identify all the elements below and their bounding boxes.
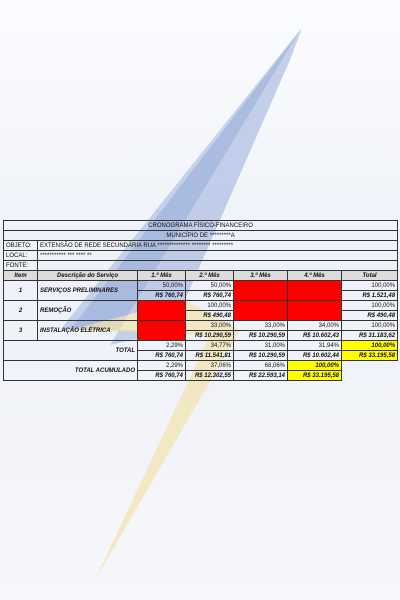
cell-pct: 68,06% bbox=[234, 361, 288, 371]
cell-pct: 50,00% bbox=[186, 281, 234, 291]
cell-value: R$ 11.541,81 bbox=[186, 351, 234, 361]
empty-cell bbox=[342, 361, 398, 381]
row-item-number: 3 bbox=[4, 321, 38, 341]
object-label: OBJETO: bbox=[4, 241, 38, 251]
cell-pct: 34,00% bbox=[288, 321, 342, 331]
table-row bbox=[4, 301, 398, 311]
cell-highlight bbox=[138, 321, 186, 341]
cell-value: R$ 760,74 bbox=[138, 351, 186, 361]
header-month-4: 4.º Mês bbox=[288, 271, 342, 281]
row-description: INSTALAÇÃO ELÉTRICA bbox=[38, 321, 138, 341]
header-item: Item bbox=[4, 271, 38, 281]
cell-pct: 31,94% bbox=[288, 341, 342, 351]
total-row bbox=[4, 341, 398, 351]
header-description: Descrição do Serviço bbox=[38, 271, 138, 281]
header-month-2: 2.º Mês bbox=[186, 271, 234, 281]
cronograma-table bbox=[3, 220, 398, 381]
cell-value: R$ 760,74 bbox=[186, 291, 234, 301]
cell-highlight bbox=[288, 281, 342, 301]
row-item-number: 2 bbox=[4, 301, 38, 321]
table-row bbox=[4, 281, 398, 291]
cumulative-label: TOTAL ACUMULADO bbox=[4, 361, 138, 381]
cell-value: R$ 10.602,43 bbox=[288, 331, 342, 341]
cell-pct: 100,00% bbox=[342, 281, 398, 291]
cell-value: R$ 490,48 bbox=[342, 311, 398, 321]
cell-value: R$ 31.183,62 bbox=[342, 331, 398, 341]
cell-value: R$ 10.290,59 bbox=[234, 351, 288, 361]
cell-pct: 50,00% bbox=[138, 281, 186, 291]
cell-value: R$ 12.302,55 bbox=[186, 371, 234, 381]
cell-pct: 37,06% bbox=[186, 361, 234, 371]
source-label: FONTE: bbox=[4, 261, 38, 271]
location-label: LOCAL: bbox=[4, 251, 38, 261]
cell-pct: 2,29% bbox=[138, 361, 186, 371]
cell-pct: 100,00% bbox=[342, 301, 398, 311]
cell-pct: 100,00% bbox=[342, 321, 398, 331]
cell-highlight bbox=[138, 301, 186, 321]
row-item-number: 1 bbox=[4, 281, 38, 301]
document-title: CRONOGRAMA FÍSICO-FINANCEIRO bbox=[4, 221, 398, 231]
cell-value: R$ 760,74 bbox=[138, 291, 186, 301]
cell-value: R$ 10.602,44 bbox=[288, 351, 342, 361]
location-value: *********** *** **** ** bbox=[38, 251, 398, 261]
cell-pct: 33,00% bbox=[234, 321, 288, 331]
cell-highlight bbox=[234, 301, 288, 321]
municipality-line: MUNICÍPIO DE *********A bbox=[4, 231, 398, 241]
source-value bbox=[38, 261, 398, 271]
table-row bbox=[4, 321, 398, 331]
row-description: REMOÇÃO bbox=[38, 301, 138, 321]
cell-value-highlight: R$ 33.195,58 bbox=[342, 351, 398, 361]
cell-value: R$ 1.521,48 bbox=[342, 291, 398, 301]
cell-pct-highlight: 100,00% bbox=[342, 341, 398, 351]
cell-value: R$ 760,74 bbox=[138, 371, 186, 381]
cumulative-row bbox=[4, 361, 398, 371]
cell-value: R$ 490,48 bbox=[186, 311, 234, 321]
total-label: TOTAL bbox=[4, 341, 138, 361]
cell-highlight bbox=[234, 281, 288, 301]
table-header bbox=[4, 271, 398, 281]
object-value: EXTENSÃO DE REDE SECUNDÁRIA RUA ************** ******** ********* bbox=[38, 241, 398, 251]
cell-value-highlight: R$ 33.195,58 bbox=[288, 371, 342, 381]
cell-pct: 33,00% bbox=[186, 321, 234, 331]
schedule-sheet bbox=[3, 220, 397, 381]
cell-pct: 31,00% bbox=[234, 341, 288, 351]
header-month-1: 1.º Mês bbox=[138, 271, 186, 281]
cell-pct-highlight: 100,00% bbox=[288, 361, 342, 371]
header-total: Total bbox=[342, 271, 398, 281]
row-description: SERVIÇOS PRELIMINARES bbox=[38, 281, 138, 301]
header-month-3: 3.º Mês bbox=[234, 271, 288, 281]
cell-pct: 100,00% bbox=[186, 301, 234, 311]
cell-highlight bbox=[288, 301, 342, 321]
cell-value: R$ 10.290,59 bbox=[234, 331, 288, 341]
cell-pct: 34,77% bbox=[186, 341, 234, 351]
cell-pct: 2,29% bbox=[138, 341, 186, 351]
cell-value: R$ 10.290,59 bbox=[186, 331, 234, 341]
cell-value: R$ 22.593,14 bbox=[234, 371, 288, 381]
